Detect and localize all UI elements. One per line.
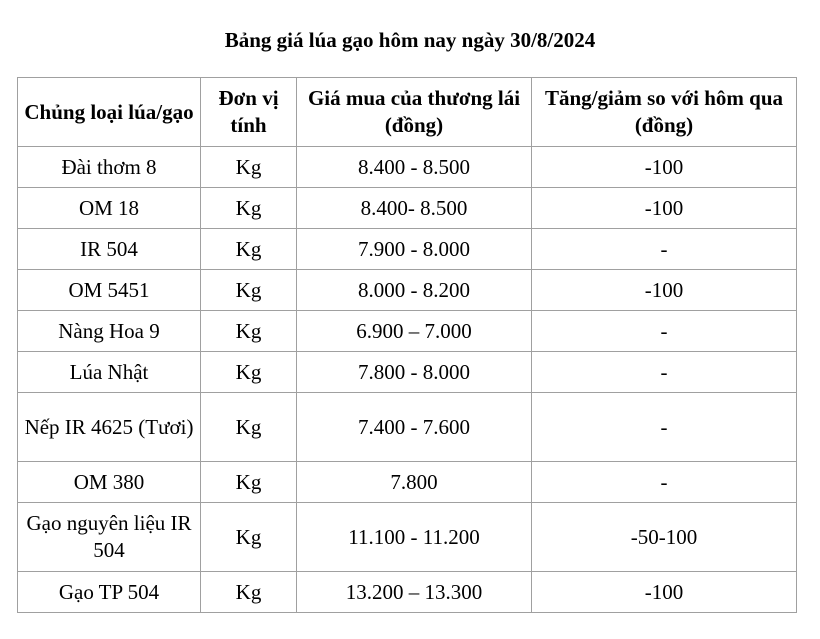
header-unit: Đơn vị tính [201,78,297,147]
cell-type: OM 18 [18,188,201,229]
cell-type: Gạo nguyên liệu IR 504 [18,503,201,572]
cell-price: 13.200 – 13.300 [297,572,532,613]
page-title: Bảng giá lúa gạo hôm nay ngày 30/8/2024 [224,28,596,52]
cell-price: 11.100 - 11.200 [297,503,532,572]
table-row [18,393,797,462]
cell-unit: Kg [201,270,297,311]
table-row [18,352,797,393]
cell-unit: Kg [201,311,297,352]
cell-unit: Kg [201,352,297,393]
cell-price: 6.900 – 7.000 [297,311,532,352]
cell-price: 7.800 [297,462,532,503]
cell-change: - [532,311,797,352]
cell-price: 7.400 - 7.600 [297,393,532,462]
cell-type: IR 504 [18,229,201,270]
cell-price: 7.900 - 8.000 [297,229,532,270]
cell-unit: Kg [201,503,297,572]
table-row [18,311,797,352]
table-header-row [18,78,797,147]
cell-price: 7.800 - 8.000 [297,352,532,393]
cell-type: Lúa Nhật [18,352,201,393]
cell-unit: Kg [201,462,297,503]
cell-price: 8.000 - 8.200 [297,270,532,311]
header-type: Chủng loại lúa/gạo [18,78,201,147]
cell-price: 8.400- 8.500 [297,188,532,229]
cell-unit: Kg [201,572,297,613]
table-row [18,147,797,188]
cell-type: OM 5451 [18,270,201,311]
cell-change: -100 [532,188,797,229]
cell-type: Đài thơm 8 [18,147,201,188]
cell-change: -50-100 [532,503,797,572]
cell-unit: Kg [201,229,297,270]
table-row [18,572,797,613]
table-row [18,503,797,572]
header-price: Giá mua của thương lái (đồng) [297,78,532,147]
cell-change: - [532,229,797,270]
cell-type: Nếp IR 4625 (Tươi) [18,393,201,462]
header-change: Tăng/giảm so với hôm qua (đồng) [532,78,797,147]
cell-type: OM 380 [18,462,201,503]
cell-unit: Kg [201,188,297,229]
cell-change: - [532,462,797,503]
cell-unit: Kg [201,147,297,188]
table-row [18,270,797,311]
cell-unit: Kg [201,393,297,462]
cell-change: -100 [532,147,797,188]
cell-change: -100 [532,572,797,613]
cell-change: - [532,352,797,393]
cell-type: Gạo TP 504 [18,572,201,613]
rice-price-table [17,77,797,613]
cell-change: - [532,393,797,462]
table-row [18,229,797,270]
cell-price: 8.400 - 8.500 [297,147,532,188]
cell-change: -100 [532,270,797,311]
cell-type: Nàng Hoa 9 [18,311,201,352]
table-row [18,188,797,229]
table-row [18,462,797,503]
